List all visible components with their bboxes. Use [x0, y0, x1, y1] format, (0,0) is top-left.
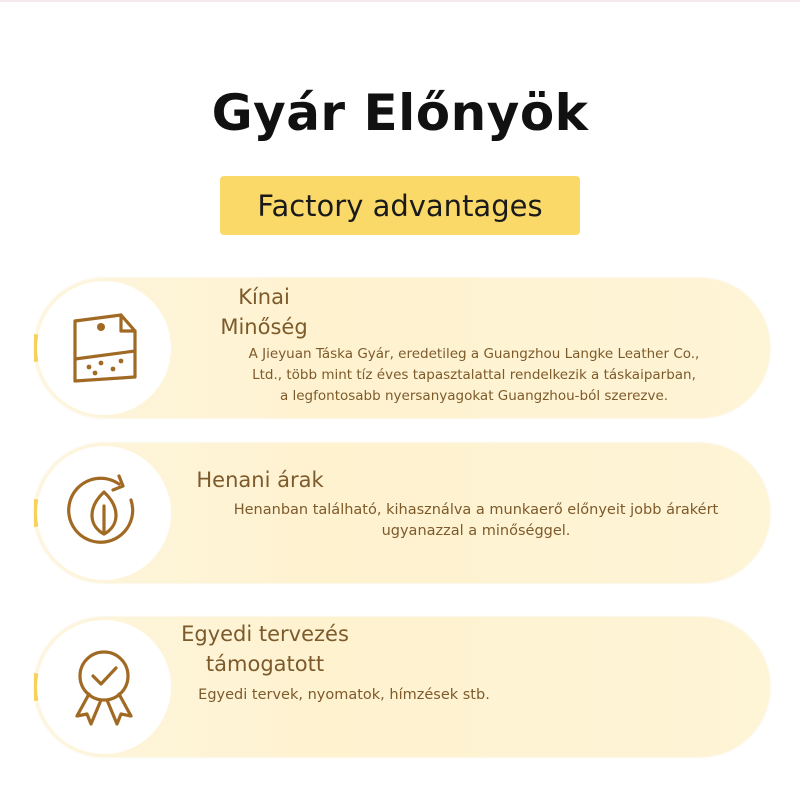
tag-icon — [61, 305, 147, 391]
page-title: Gyár Előnyök — [211, 84, 589, 142]
advantage-card-quality — [34, 278, 770, 418]
subtitle-badge — [220, 176, 580, 235]
advantage-card-price — [34, 443, 770, 583]
icon-circle — [37, 446, 171, 580]
card-title: Egyedi tervezés támogatott — [181, 622, 349, 676]
top-divider — [0, 0, 800, 2]
leaf-cycle-icon — [61, 470, 147, 556]
card-title: Kínai Minőség — [220, 285, 308, 339]
advantage-card-custom — [34, 617, 770, 757]
card-description: A Jieyuan Táska Gyár, eredetileg a Guangzhou Langke Leather Co., Ltd., több mint tíz éves tapasztalattal rendelkezik a táskaiparban, a legfontosabb nyersanyagokat Guangzhou-ból szerezve. — [248, 346, 700, 404]
card-title: Henani árak — [196, 468, 324, 492]
icon-circle — [37, 620, 171, 754]
award-badge-icon — [61, 644, 147, 730]
icon-circle — [37, 281, 171, 415]
card-description: Henanban található, kihasználva a munkaerő előnyeit jobb árakért ugyanazzal a minőséggel. — [233, 502, 719, 539]
card-description: Egyedi tervek, nyomatok, hímzések stb. — [198, 687, 490, 703]
subtitle-text: Factory advantages — [257, 188, 543, 223]
